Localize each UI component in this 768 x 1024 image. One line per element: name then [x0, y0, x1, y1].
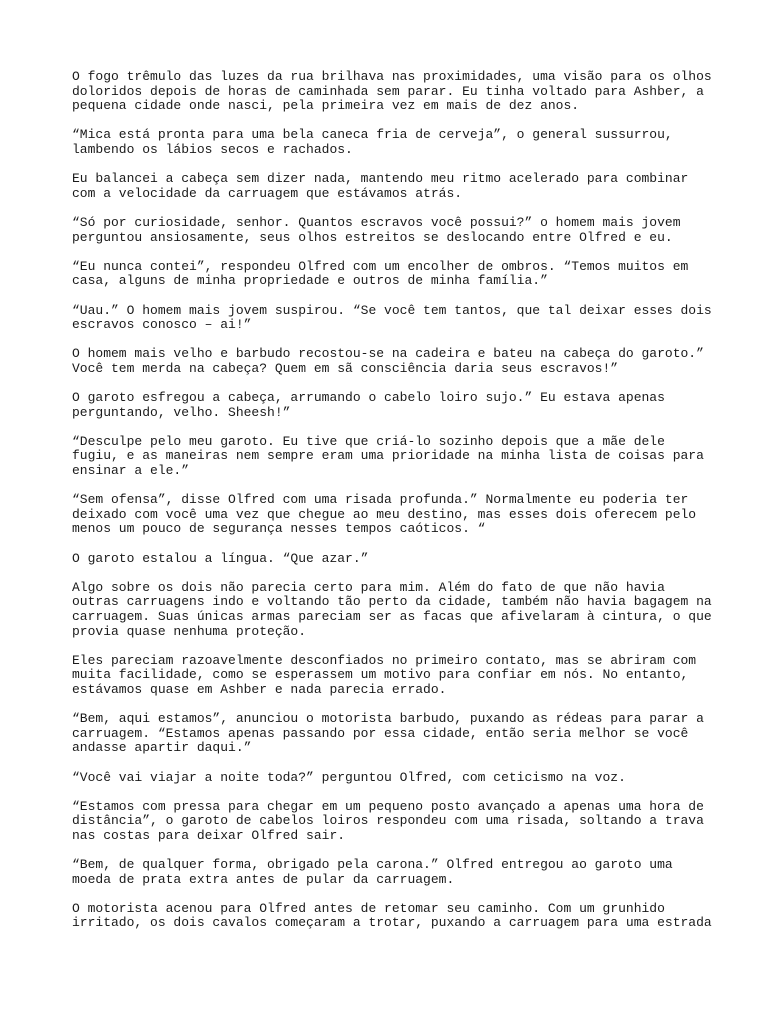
paragraph: “Uau.” O homem mais jovem suspirou. “Se você tem tantos, que tal deixar esses dois escravos conosco – ai!” — [72, 302, 712, 333]
paragraph: Eles pareciam razoavelmente desconfiados no primeiro contato, mas se abriram com muita facilidade, como se esperassem um motivo para confiar em nós. No entanto, estávamos quase em Ashber e nada parecia errado. — [72, 652, 697, 697]
paragraph: “Mica está pronta para uma bela caneca fria de cerveja”, o general sussurrou, lambendo os lábios secos e rachados. — [72, 127, 673, 157]
paragraph: “Desculpe pelo meu garoto. Eu tive que criá-lo sozinho depois que a mãe dele fugiu, e as maneiras nem sempre eram uma prioridade na minha lista de coisas para ensinar a ele.” — [72, 433, 704, 479]
paragraph: “Sem ofensa”, disse Olfred com uma risada profunda.” Normalmente eu poderia ter deixado com você uma vez que chegue ao meu destino, mas esses dois oferecem pelo menos um pouco de segurança nesses tempos caóticos. “ — [72, 492, 697, 537]
paragraph: “Bem, de qualquer forma, obrigado pela carona.” Olfred entregou ao garoto uma moeda de prata extra antes de pular da carruagem. — [72, 857, 673, 887]
paragraph: Eu balancei a cabeça sem dizer nada, mantendo meu ritmo acelerado para combinar com a velocidade da carruagem que estávamos atrás. — [72, 171, 689, 201]
paragraph: “Só por curiosidade, senhor. Quantos escravos você possui?” o homem mais jovem perguntou ansiosamente, seus olhos estreitos se deslocando entre Olfred e eu. — [72, 214, 681, 245]
paragraph: “Estamos com pressa para chegar em um pequeno posto avançado a apenas uma hora de distância”, o garoto de cabelos loiros respondeu com uma risada, soltando a trava nas costas para deixar Olfred sair. — [72, 798, 704, 843]
paragraph: O garoto estalou a língua. “Que azar.” — [72, 550, 369, 566]
paragraph: Algo sobre os dois não parecia certo para mim. Além do fato de que não havia outras carruagens indo e voltando tão perto da cidade, também não havia bagagem na carruagem. Suas únicas armas pareciam ser as facas que afivelaram à cintura, o que provia quase nenhuma proteção. — [72, 579, 712, 639]
document-body — [72, 70, 712, 946]
paragraph: O garoto esfregou a cabeça, arrumando o cabelo loiro sujo.” Eu estava apenas perguntando, velho. Sheesh!” — [72, 390, 665, 420]
paragraph: “Eu nunca contei”, respondeu Olfred com um encolher de ombros. “Temos muitos em casa, alguns de minha propriedade e outros de minha família.” — [72, 258, 689, 289]
paragraph: O homem mais velho e barbudo recostou-se na cadeira e bateu na cabeça do garoto.” Você tem merda na cabeça? Quem em sã consciência daria seus escravos!” — [72, 346, 704, 376]
paragraph: “Você vai viajar a noite toda?” perguntou Olfred, com ceticismo na voz. — [72, 769, 626, 785]
paragraph: O fogo trêmulo das luzes da rua brilhava nas proximidades, uma visão para os olhos doloridos depois de horas de caminhada sem parar. Eu tinha voltado para Ashber, a pequena cidade onde nasci, pela primeira vez em mais de dez anos. — [72, 69, 712, 114]
paragraph: “Bem, aqui estamos”, anunciou o motorista barbudo, puxando as rédeas para parar a carruagem. “Estamos apenas passando por essa cidade, então seria melhor se você andasse apartir daqui.” — [72, 711, 704, 756]
paragraph: O motorista acenou para Olfred antes de retomar seu caminho. Com um grunhido irritado, os dois cavalos começaram a trotar, puxando a carruagem para uma estrada — [72, 900, 712, 931]
